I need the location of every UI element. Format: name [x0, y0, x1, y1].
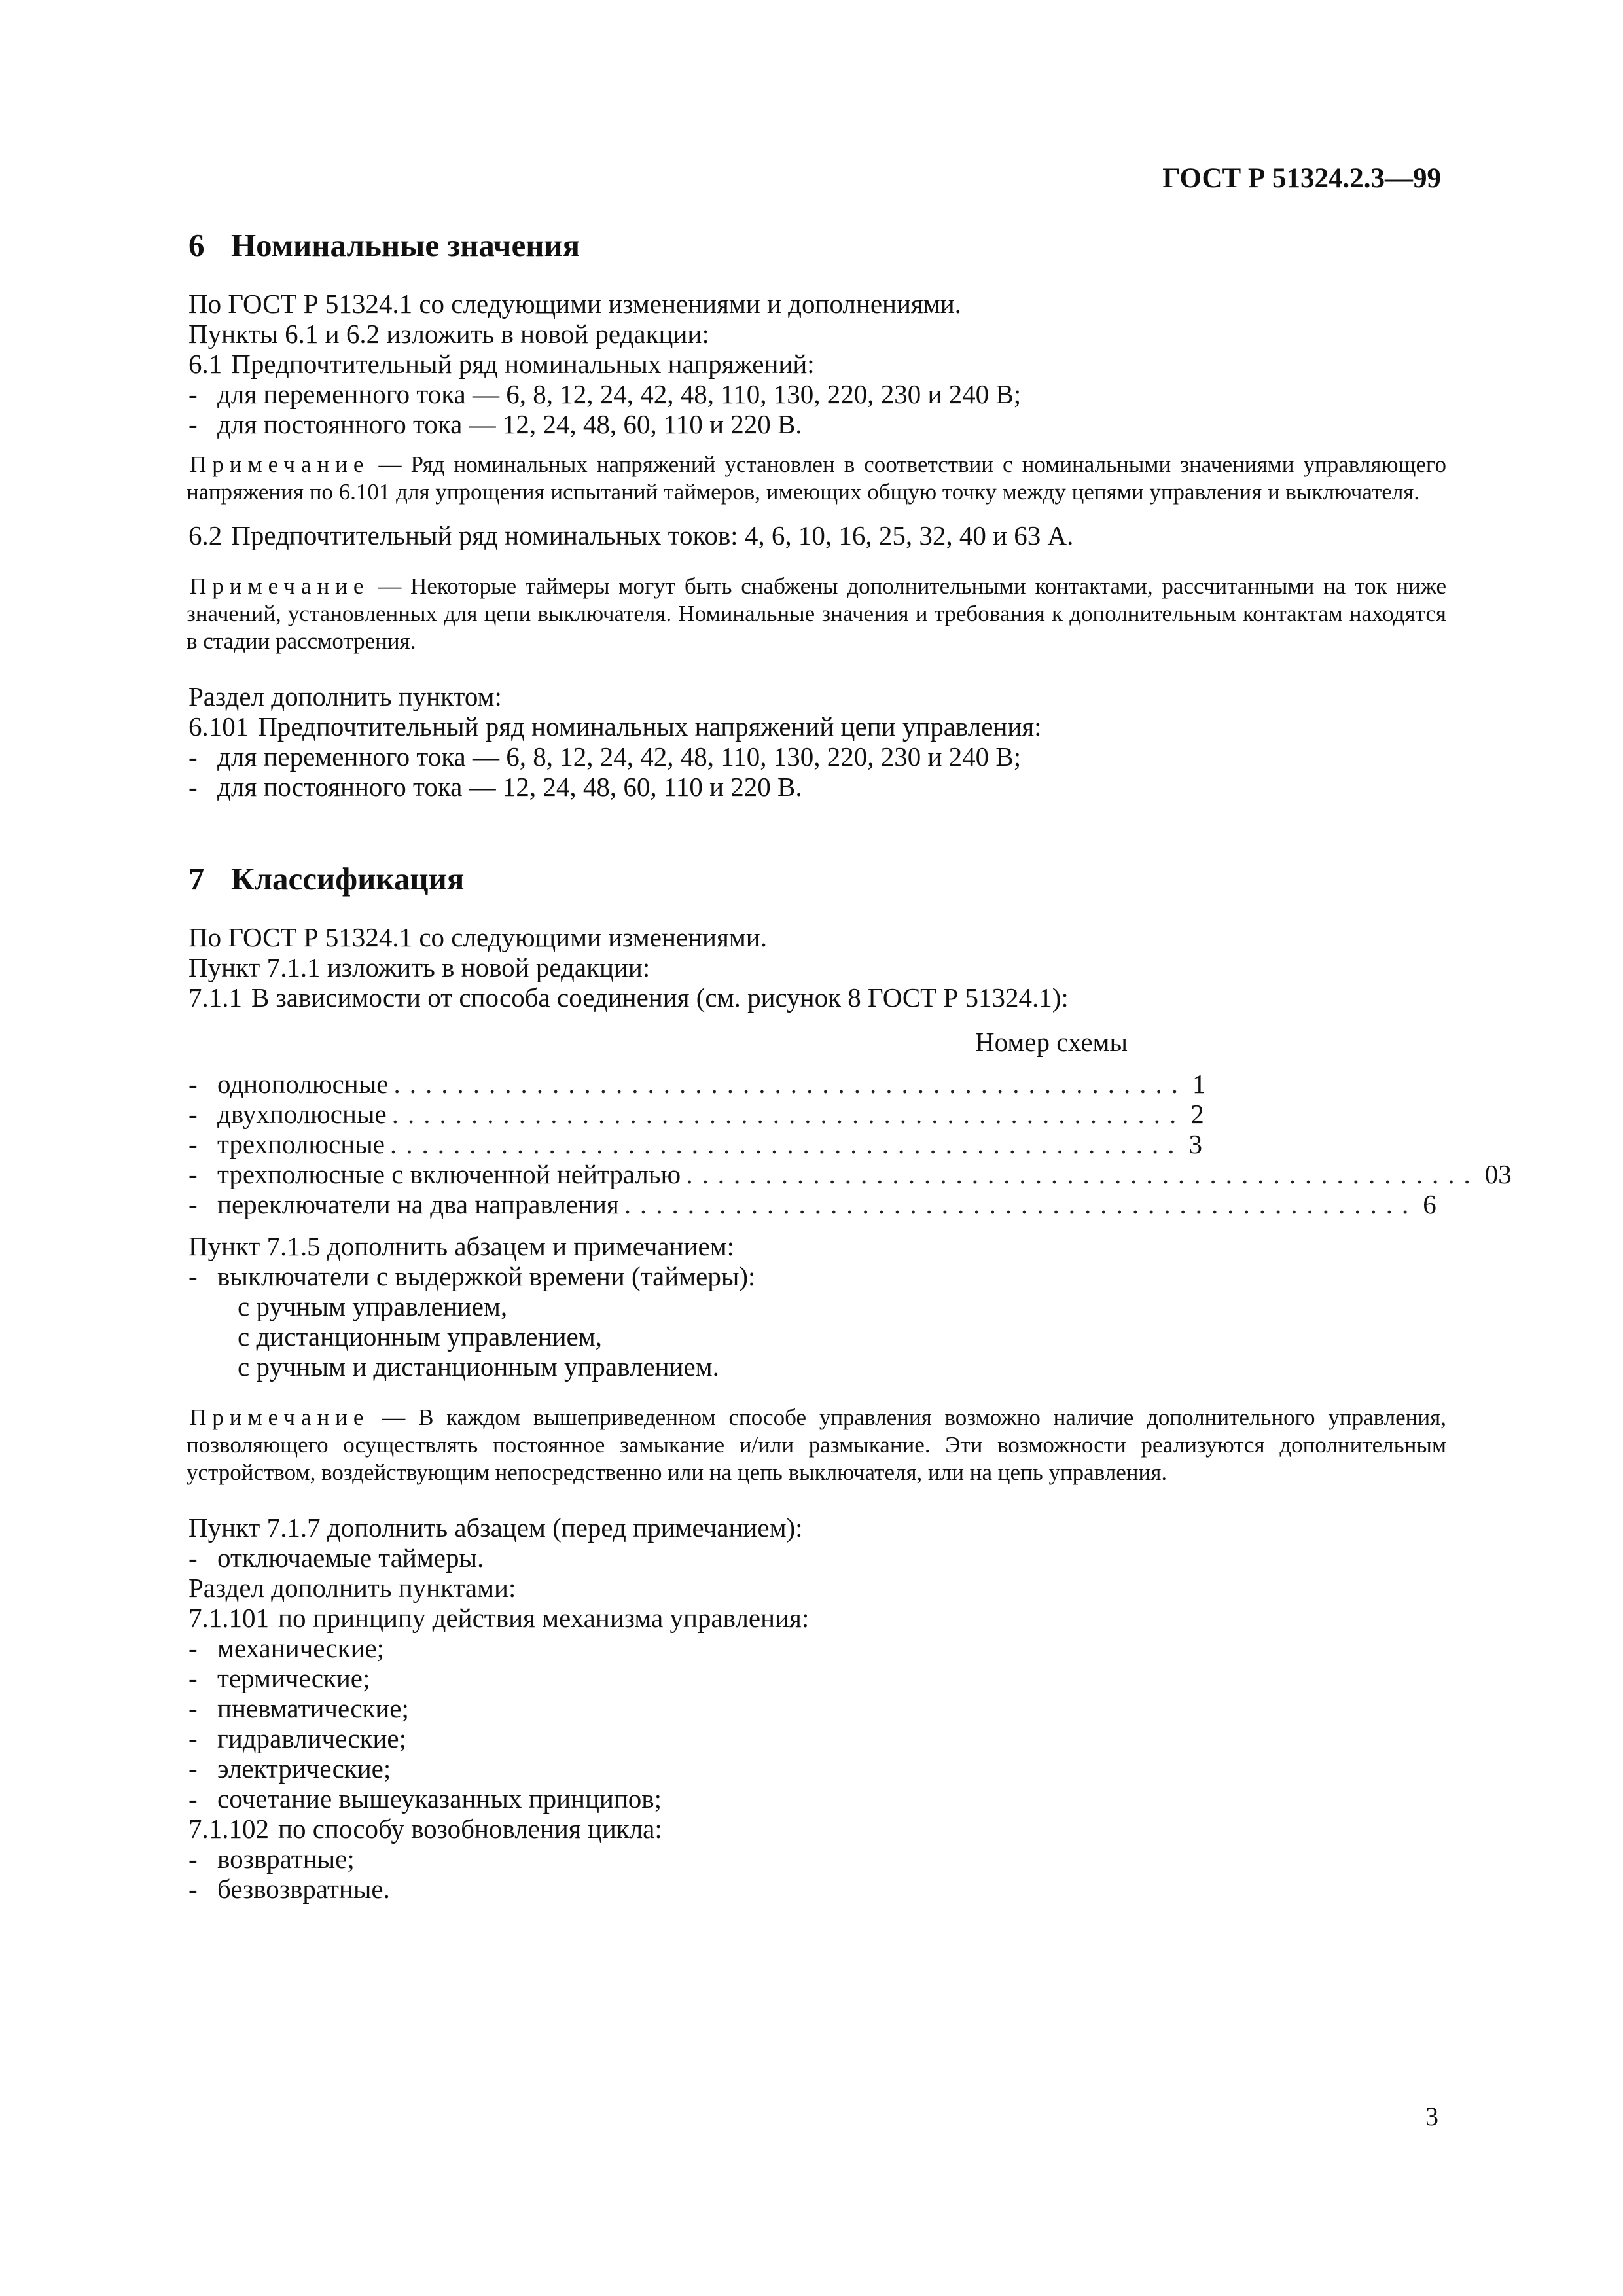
clause-6-1 [188, 349, 1446, 379]
section-number: 6 [188, 227, 205, 263]
note-text: — Ряд номинальных напряжений установлен в соответствии с номинальными значениями управляющего напряжения по 6.101 для упрощения испытаний таймеров, имеющих общую точку между цепями управления и выключателя. [187, 452, 1446, 505]
scheme-label: трехполюсные с включенной нейтралью [217, 1159, 681, 1189]
clause-6-2 [188, 520, 1446, 550]
scheme-row: - трехполюсные .................................................. 3 [188, 1129, 1105, 1159]
paragraph: Пункт 7.1.5 дополнить абзацем и примечанием: [188, 1231, 735, 1261]
scheme-label: двухполюсные [217, 1099, 387, 1129]
note-label: Примечание [190, 573, 370, 599]
page-content [187, 226, 1512, 1904]
list-item: - выключатели с выдержкой времени (таймеры): [188, 1261, 1446, 1291]
standard-code-header: ГОСТ Р 51324.2.3—99 [1162, 163, 1441, 194]
note-block [187, 1404, 1446, 1486]
clause-text: Предпочтительный ряд номинальных напряжений: [231, 349, 815, 379]
sub-item: с дистанционным управлением, [238, 1321, 602, 1352]
sub-item: с ручным и дистанционным управлением. [238, 1352, 719, 1382]
section-6-heading [188, 226, 1446, 265]
clause-number: 7.1.1 [188, 982, 242, 1013]
scheme-row: - переключатели на два направления .................................................. 6 [188, 1189, 1105, 1219]
paragraph: Пункт 7.1.7 дополнить абзацем (перед примечанием): [188, 1513, 803, 1543]
list-item: - для переменного тока — 6, 8, 12, 24, 42, 48, 110, 130, 220, 230 и 240 В; [188, 379, 1446, 409]
scheme-label: переключатели на два направления [217, 1189, 619, 1219]
section-7-heading [188, 859, 1446, 899]
note-label: Примечание [190, 452, 370, 477]
scheme-number: 03 [1484, 1159, 1512, 1189]
scheme-row: - однополюсные .................................................. 1 [188, 1069, 1105, 1099]
list-item: - термические; [188, 1663, 1446, 1693]
sub-item: с ручным управлением, [238, 1291, 508, 1321]
paragraph: Пункт 7.1.1 изложить в новой редакции: [188, 952, 651, 982]
note-text: — Некоторые таймеры могут быть снабжены дополнительными контактами, рассчитанными на ток ниже значений, установленных для цепи выключателя. Номинальные значения и требования к дополнительным контактам находятся в стадии рассмотрения. [187, 573, 1446, 654]
clause-7-1-1 [188, 982, 1446, 1013]
scheme-number: 3 [1188, 1129, 1202, 1159]
clause-7-1-101 [188, 1603, 1446, 1633]
clause-number: 6.101 [188, 711, 249, 742]
list-item: - для постоянного тока — 12, 24, 48, 60, 110 и 220 В. [188, 772, 1446, 802]
note-block [187, 573, 1446, 655]
scheme-label: трехполюсные [217, 1129, 385, 1159]
scheme-row: - двухполюсные .................................................. 2 [188, 1099, 1105, 1129]
clause-text: Предпочтительный ряд номинальных токов: 4, 6, 10, 16, 25, 32, 40 и 63 А. [231, 520, 1074, 550]
list-item: - для переменного тока — 6, 8, 12, 24, 42, 48, 110, 130, 220, 230 и 240 В; [188, 742, 1446, 772]
list-item: - отключаемые таймеры. [188, 1543, 1446, 1573]
note-text: — В каждом вышеприведенном способе управления возможно наличие дополнительного управления, позволяющего осуществлять постоянное замыкание и/или размыкание. Эти возможности реализуются дополнительным устройством, воздействующим непосредственно или на цепь выключателя, или на цепь управления. [187, 1405, 1446, 1485]
note-block [187, 451, 1446, 506]
clause-text: В зависимости от способа соединения (см. рисунок 8 ГОСТ Р 51324.1): [251, 982, 1069, 1013]
list-item: - для постоянного тока — 12, 24, 48, 60, 110 и 220 В. [188, 409, 1446, 439]
scheme-label: однополюсные [217, 1069, 389, 1099]
list-item: - безвозвратные. [188, 1874, 1446, 1904]
list-item: - возвратные; [188, 1844, 1446, 1874]
list-item: - гидравлические; [188, 1723, 1446, 1753]
scheme-number-header: Номер схемы [975, 1027, 1128, 1057]
paragraph: Раздел дополнить пунктом: [188, 681, 502, 711]
section-title: Классификация [231, 861, 465, 897]
paragraph: Пункты 6.1 и 6.2 изложить в новой редакции: [188, 319, 709, 349]
clause-number: 7.1.101 [188, 1603, 269, 1633]
page-number: 3 [1425, 2102, 1438, 2131]
clause-number: 6.2 [188, 520, 223, 550]
list-item: - электрические; [188, 1753, 1446, 1784]
section-number: 7 [188, 861, 205, 897]
clause-number: 7.1.102 [188, 1814, 269, 1844]
clause-6-101 [188, 711, 1446, 742]
scheme-number: 6 [1423, 1189, 1436, 1219]
clause-text: по принципу действия механизма управления: [278, 1603, 810, 1633]
list-item: - пневматические; [188, 1693, 1446, 1723]
scheme-row: - трехполюсные с включенной нейтралью .................................................. 03 [188, 1159, 1105, 1189]
clause-text: Предпочтительный ряд номинальных напряжений цепи управления: [258, 711, 1042, 742]
list-item: - сочетание вышеуказанных принципов; [188, 1784, 1446, 1814]
note-label: Примечание [190, 1405, 370, 1430]
paragraph: Раздел дополнить пунктами: [188, 1573, 516, 1603]
clause-7-1-102 [188, 1814, 1446, 1844]
paragraph: По ГОСТ Р 51324.1 со следующими изменениями. [188, 922, 767, 952]
section-title: Номинальные значения [231, 227, 580, 263]
paragraph: По ГОСТ Р 51324.1 со следующими изменениями и дополнениями. [188, 289, 961, 319]
scheme-number: 2 [1190, 1099, 1204, 1129]
clause-text: по способу возобновления цикла: [278, 1814, 662, 1844]
scheme-number: 1 [1192, 1069, 1206, 1099]
clause-number: 6.1 [188, 349, 223, 379]
list-item: - механические; [188, 1633, 1446, 1663]
